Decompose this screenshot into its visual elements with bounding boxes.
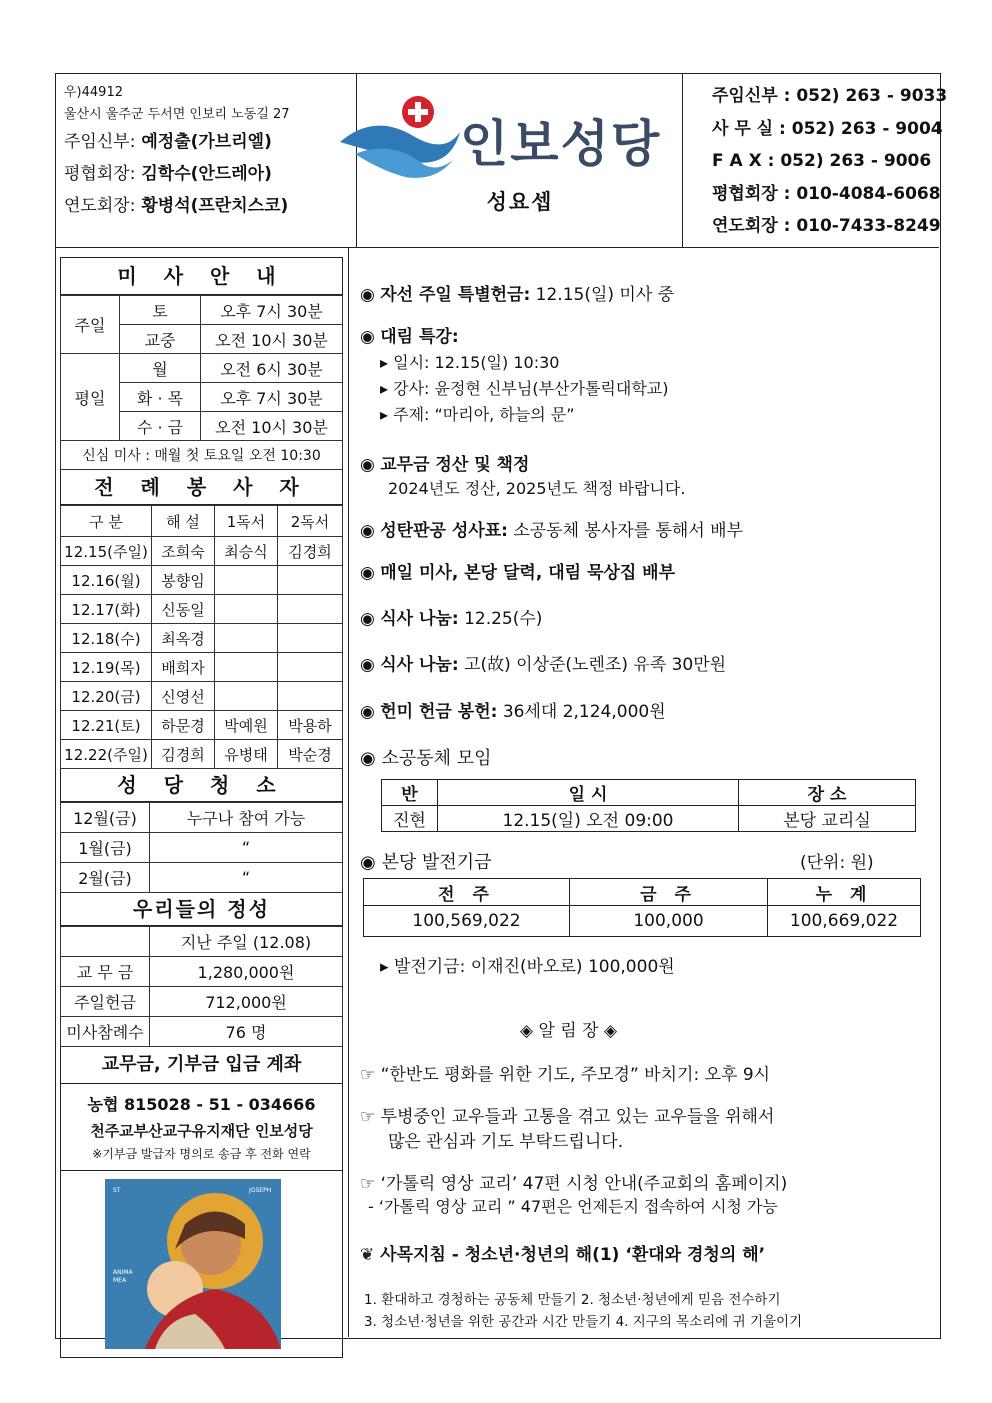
table-cell: 박용하 <box>278 711 343 740</box>
table-cell: 최승식 <box>215 537 278 566</box>
account-title: 교무금, 기부금 입금 계좌 <box>60 1047 343 1084</box>
table-cell: 12.19(목) <box>61 653 152 682</box>
table-cell <box>278 566 343 595</box>
notice-3-text: 2024년도 정산, 2025년도 책정 바랍니다. <box>388 479 686 498</box>
table-cell: 100,569,022 <box>364 906 570 937</box>
table-header: 금 주 <box>570 879 768 906</box>
table-cell: 12.18(수) <box>61 624 152 653</box>
dove-icon: ❦ <box>360 1245 375 1265</box>
table-header: 구 분 <box>61 506 152 537</box>
table-cell: 신동일 <box>152 595 215 624</box>
council-row: 평협회장: 김학수(안드레아) <box>64 164 272 184</box>
table-cell <box>215 682 278 711</box>
table-cell: “ <box>150 833 343 863</box>
table-cell: “ <box>150 863 343 893</box>
table-cell <box>278 653 343 682</box>
table-cell: 최옥경 <box>152 624 215 653</box>
servers-table <box>60 505 343 769</box>
table-cell: 12.20(금) <box>61 682 152 711</box>
mass-day: 월 <box>120 354 201 383</box>
board-item-1: ☞ “한반도 평화를 위한 기도, 주모경” 바치기: 오후 9시 <box>360 1065 771 1085</box>
mass-time: 오전 10시 30분 <box>201 325 343 354</box>
pastoral-guideline: ❦ 사목지침 - 청소년·청년의 해(1) ‘환대와 경청의 해’ <box>360 1245 766 1265</box>
account-holder: 천주교부산교구유지재단 인보성당 <box>90 1122 313 1140</box>
table-cell: 2월(금) <box>61 863 150 893</box>
mass-day: 화 · 목 <box>120 383 201 412</box>
header-divider-right <box>682 73 683 247</box>
header-info <box>64 82 354 222</box>
table-cell: 100,669,022 <box>768 906 921 937</box>
icon-image-box <box>60 1171 343 1358</box>
table-cell <box>278 624 343 653</box>
notice-1: ◉ 자선 주일 특별헌금: 12.15(일) 미사 중 <box>360 285 675 305</box>
table-header: 해 설 <box>152 506 215 537</box>
notice-2: ◉ 대림 특강: <box>360 327 459 347</box>
cleaning-title: 성 당 청 소 <box>60 769 343 802</box>
table-cell: 박예원 <box>215 711 278 740</box>
table-cell: 1월(금) <box>61 833 150 863</box>
table-header: 1독서 <box>215 506 278 537</box>
table-cell <box>278 595 343 624</box>
postal-code: 우)44912 <box>64 85 123 100</box>
table-cell: 100,000 <box>570 906 768 937</box>
board-item-3b: - ‘가톨릭 영상 교리 ” 47편은 언제든지 접속하여 시청 가능 <box>368 1197 778 1216</box>
table-cell: 김경희 <box>278 537 343 566</box>
pastoral-line-1: 1. 환대하고 경청하는 공동체 만들기 2. 청소년·청년에게 믿음 전수하기 <box>364 1292 781 1308</box>
table-header: 반 <box>382 780 438 806</box>
contact-council: 평협회장 : 010-4084-6068 <box>712 183 941 204</box>
parish-name: 인보성당 <box>460 115 662 173</box>
mass-time: 오후 7시 30분 <box>201 296 343 325</box>
pastoral-line-2: 3. 청소년·청년을 위한 공간과 시간 만들기 4. 지구의 목소리에 귀 기울이기 <box>364 1314 803 1330</box>
fund-unit: (단위: 원) <box>800 853 874 873</box>
account-box <box>60 1084 343 1171</box>
notice-9: ◉ 소공동체 모임 <box>360 748 492 769</box>
table-cell: 신영선 <box>152 682 215 711</box>
account-note: ※기부금 발급자 명의로 송금 후 전화 연락 <box>92 1147 311 1161</box>
notice-4: ◉ 성탄판공 성사표: 소공동체 봉사자를 통해서 배부 <box>360 521 744 541</box>
table-cell: 712,000원 <box>150 987 343 1017</box>
notice-2-sub: ▸ 주제: “마리아, 하늘의 문” <box>380 405 575 424</box>
mass-day: 교중 <box>120 325 201 354</box>
fund-donor: ▸ 발전기금: 이재진(바오로) 100,000원 <box>380 957 675 977</box>
table-cell: 1,280,000원 <box>150 957 343 987</box>
table-header: 일 시 <box>438 780 739 806</box>
notice-2-sub: ▸ 일시: 12.15(일) 10:30 <box>380 353 560 372</box>
offering-week: 지난 주일 (12.08) <box>150 927 343 957</box>
weekday-label: 평일 <box>61 354 120 441</box>
table-cell: 76 명 <box>150 1017 343 1047</box>
notice-8: ◉ 헌미 헌금 봉헌: 36세대 2,124,000원 <box>360 702 666 722</box>
table-cell: 봉향임 <box>152 566 215 595</box>
table-cell: 김경희 <box>152 740 215 769</box>
table-cell: 12.15(주일) <box>61 537 152 566</box>
table-cell: 누구나 참여 가능 <box>150 803 343 833</box>
table-cell: 12.22(주일) <box>61 740 152 769</box>
prayer-row: 연도회장: 황병석(프란치스코) <box>64 196 289 216</box>
table-cell <box>278 682 343 711</box>
notice-10: ◉ 본당 발전기금 <box>360 852 492 873</box>
table-cell: 조희숙 <box>152 537 215 566</box>
table-header: 전 주 <box>364 879 570 906</box>
table-cell: 12월(금) <box>61 803 150 833</box>
mass-table <box>60 295 343 470</box>
mass-day: 토 <box>120 296 201 325</box>
table-cell: 박순경 <box>278 740 343 769</box>
address: 울산시 울주군 두서면 인보리 노동길 27 <box>64 107 290 122</box>
board-item-2: ☞ 투병중인 교우들과 고통을 겪고 있는 교우들을 위해서 <box>360 1107 775 1127</box>
board-item-3: ☞ ‘가톨릭 영상 교리’ 47편 시청 안내(주교회의 홈페이지) <box>360 1174 788 1194</box>
offering-table <box>60 926 343 1047</box>
servers-title: 전 례 봉 사 자 <box>60 470 343 505</box>
table-cell: 하문경 <box>152 711 215 740</box>
devotion-mass: 신심 미사 : 매월 첫 토요일 오전 10:30 <box>61 441 343 470</box>
contact-fax: F A X : 052) 263 - 9006 <box>712 151 932 171</box>
column-divider <box>348 247 349 1337</box>
table-cell <box>215 624 278 653</box>
offering-title: 우리들의 정성 <box>60 893 343 926</box>
table-cell <box>215 653 278 682</box>
sidebar <box>60 257 343 1358</box>
notice-2-sub: ▸ 강사: 윤정현 신부님(부산가톨릭대학교) <box>380 379 669 398</box>
table-header: 2독서 <box>278 506 343 537</box>
table-cell: 배희자 <box>152 653 215 682</box>
table-header: 누 계 <box>768 879 921 906</box>
contact-office: 사 무 실 : 052) 263 - 9004 <box>712 118 943 139</box>
pastor-row: 주임신부: 예정출(가브리엘) <box>64 132 272 152</box>
mass-time: 오후 7시 30분 <box>201 383 343 412</box>
mass-day: 수 · 금 <box>120 412 201 441</box>
notice-3: ◉ 교무금 정산 및 책정 <box>360 455 530 475</box>
table-cell <box>215 595 278 624</box>
contact-prayer: 연도회장 : 010-7433-8249 <box>712 216 941 236</box>
table-cell <box>215 566 278 595</box>
icon-text-left: ST <box>113 1187 121 1194</box>
notice-7: ◉ 식사 나눔: 고(故) 이상준(노렌조) 유족 30만원 <box>360 655 727 675</box>
cleaning-table <box>60 802 343 893</box>
board-item-2b: 많은 관심과 기도 부탁드립니다. <box>388 1132 624 1152</box>
saint-joseph-icon <box>105 1179 281 1349</box>
table-cell <box>61 927 150 957</box>
table-header: 장 소 <box>739 780 916 806</box>
table-cell: 미사참례수 <box>61 1017 150 1047</box>
parish-logo-icon <box>335 92 465 182</box>
icon-text-side: ANIMA MEA <box>113 1269 133 1284</box>
mass-title: 미 사 안 내 <box>60 257 343 295</box>
notice-6: ◉ 식사 나눔: 12.25(수) <box>360 609 543 629</box>
table-cell: 12.15(일) 오전 09:00 <box>438 806 739 832</box>
table-cell: 12.21(토) <box>61 711 152 740</box>
header-bottom-rule <box>55 247 939 248</box>
bulletin-subtitle: 성요셉 <box>486 190 554 214</box>
table-cell: 12.17(화) <box>61 595 152 624</box>
table-cell: 진현 <box>382 806 438 832</box>
contact-list <box>712 80 948 243</box>
fund-table <box>363 878 921 937</box>
icon-text-right: JOSEPH <box>249 1187 272 1194</box>
table-cell: 유병태 <box>215 740 278 769</box>
group-table <box>381 779 916 832</box>
table-cell: 주일헌금 <box>61 987 150 1017</box>
sunday-label: 주일 <box>61 296 120 354</box>
table-cell: 12.16(월) <box>61 566 152 595</box>
contact-pastor: 주임신부 : 052) 263 - 9033 <box>712 86 948 106</box>
table-cell: 본당 교리실 <box>739 806 916 832</box>
board-title: ◈ 알 림 장 ◈ <box>520 1021 618 1041</box>
mass-time: 오전 10시 30분 <box>201 412 343 441</box>
notice-5: ◉ 매일 미사, 본당 달력, 대림 묵상집 배부 <box>360 563 676 583</box>
mass-time: 오전 6시 30분 <box>201 354 343 383</box>
account-number: 농협 815028 - 51 - 034666 <box>87 1095 316 1114</box>
table-cell: 교 무 금 <box>61 957 150 987</box>
